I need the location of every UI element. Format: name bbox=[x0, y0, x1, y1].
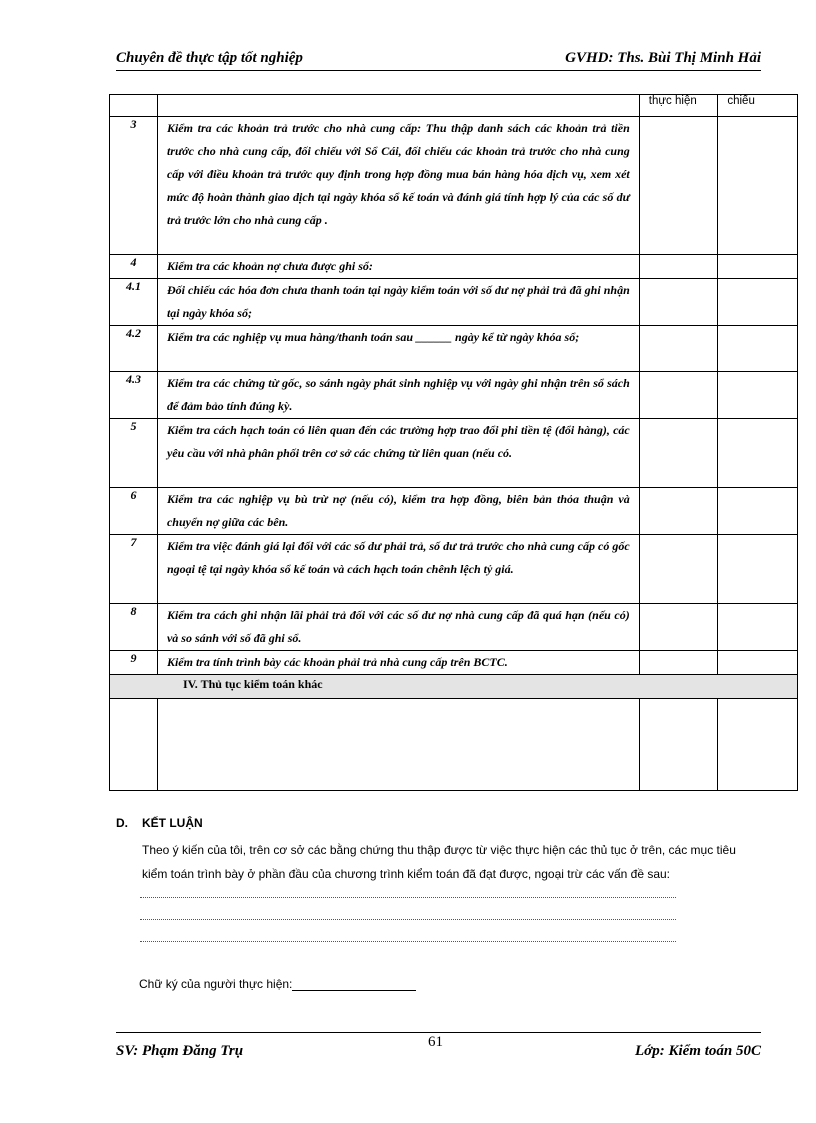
row-number: 4.3 bbox=[110, 372, 158, 419]
row-number: 4.2 bbox=[110, 326, 158, 372]
table-row bbox=[110, 419, 798, 488]
row-number: 3 bbox=[110, 117, 158, 255]
conclusion-paragraph: Theo ý kiến của tôi, trên cơ sở các bằng chứng thu thập được từ việc thực hiện các thủ tục ở trên, các mục tiêu kiểm toán trình bày ở phần đầu của chương trình kiểm toán đã đạt được, ngoại trừ các vấn đề sau: bbox=[142, 843, 736, 881]
reference-cell[interactable] bbox=[718, 488, 798, 535]
reference-cell[interactable] bbox=[718, 279, 798, 326]
row-number: 5 bbox=[110, 419, 158, 488]
section-title: IV. Thủ tục kiểm toán khác bbox=[183, 677, 323, 691]
conclusion-label: D. bbox=[116, 816, 128, 830]
dotted-line[interactable] bbox=[140, 896, 676, 898]
signature-line[interactable] bbox=[292, 978, 416, 991]
performed-cell[interactable] bbox=[639, 651, 718, 675]
table-row bbox=[110, 326, 798, 372]
row-number: 4 bbox=[110, 255, 158, 279]
dotted-line[interactable] bbox=[140, 918, 676, 920]
table-row bbox=[110, 488, 798, 535]
reference-cell[interactable] bbox=[718, 326, 798, 372]
table-row bbox=[110, 535, 798, 604]
reference-cell[interactable] bbox=[718, 117, 798, 255]
performed-cell[interactable] bbox=[639, 279, 718, 326]
row-text: Kiểm tra cách ghi nhận lãi phải trả đối với các số dư nợ nhà cung cấp đã quá hạn (nếu có) và so sánh với số đã ghi sổ. bbox=[157, 604, 639, 651]
row-text: Kiểm tra các chứng từ gốc, so sánh ngày phát sinh nghiệp vụ với ngày ghi nhận trên sổ sách để đảm bảo tính đúng kỳ. bbox=[157, 372, 639, 419]
reference-cell[interactable] bbox=[718, 372, 798, 419]
table-row-empty bbox=[110, 699, 798, 791]
reference-cell[interactable] bbox=[718, 535, 798, 604]
signature-label: Chữ ký của người thực hiện: bbox=[139, 977, 293, 991]
performed-cell[interactable] bbox=[639, 372, 718, 419]
signature-field bbox=[139, 977, 416, 991]
footer-divider bbox=[116, 1032, 761, 1033]
performed-cell[interactable] bbox=[639, 419, 718, 488]
row-text: Kiểm tra các khoản trả trước cho nhà cung cấp: Thu thập danh sách các khoản trả tiền trước cho nhà cung cấp, đối chiếu với Sổ Cái, đối chiếu các khoản trả trước cho nhà cung cấp với điều khoản trả trước quy định trong hợp đồng mua bán hàng hóa dịch vụ, xem xét mức độ hoàn thành giao dịch tại ngày khóa sổ kế toán và đánh giá tính hợp lý của các số dư trả trước lớn cho nhà cung cấp . bbox=[157, 117, 639, 255]
page-number: 61 bbox=[428, 1034, 443, 1050]
row-text: Kiểm tra tính trình bày các khoản phải trả nhà cung cấp trên BCTC. bbox=[157, 651, 639, 675]
col-header-reference: chiếu bbox=[718, 95, 798, 117]
performed-cell[interactable] bbox=[639, 535, 718, 604]
row-number: 4.1 bbox=[110, 279, 158, 326]
row-text: Kiểm tra các nghiệp vụ mua hàng/thanh toán sau ______ ngày kể từ ngày khóa sổ; bbox=[157, 326, 639, 372]
performed-cell[interactable] bbox=[639, 326, 718, 372]
table-row bbox=[110, 604, 798, 651]
row-number: 7 bbox=[110, 535, 158, 604]
row-text: Kiểm tra các khoản nợ chưa được ghi sổ: bbox=[157, 255, 639, 279]
row-number: 9 bbox=[110, 651, 158, 675]
table-row bbox=[110, 255, 798, 279]
row-text: Kiểm tra các nghiệp vụ bù trừ nợ (nếu có), kiểm tra hợp đồng, biên bản thỏa thuận và chuyển nợ giữa các bên. bbox=[157, 488, 639, 535]
footer-class: Lớp: Kiểm toán 50C bbox=[635, 1043, 761, 1059]
row-text: Đối chiếu các hóa đơn chưa thanh toán tại ngày kiểm toán với số dư nợ phải trả đã ghi nhận tại ngày khóa sổ; bbox=[157, 279, 639, 326]
row-text: Kiểm tra cách hạch toán có liên quan đến các trường hợp trao đổi phi tiền tệ (đổi hàng), các yêu cầu với nhà phân phối trên cơ sở các chứng từ liên quan (nếu có. bbox=[157, 419, 639, 488]
performed-cell[interactable] bbox=[639, 117, 718, 255]
footer-student: SV: Phạm Đăng Trụ bbox=[116, 1043, 244, 1059]
row-text: Kiểm tra việc đánh giá lại đối với các số dư phải trả, số dư trả trước cho nhà cung cấp có gốc ngoại tệ tại ngày khóa sổ kế toán và cách hạch toán chênh lệch tỷ giá. bbox=[157, 535, 639, 604]
reference-cell[interactable] bbox=[718, 651, 798, 675]
col-header-performed: thực hiện bbox=[639, 95, 718, 117]
performed-cell[interactable] bbox=[639, 604, 718, 651]
table-row bbox=[110, 117, 798, 255]
reference-cell[interactable] bbox=[718, 419, 798, 488]
row-number: 8 bbox=[110, 604, 158, 651]
row-number: 6 bbox=[110, 488, 158, 535]
performed-cell[interactable] bbox=[639, 255, 718, 279]
audit-procedure-table bbox=[109, 94, 798, 791]
reference-cell[interactable] bbox=[718, 255, 798, 279]
dotted-line[interactable] bbox=[140, 940, 676, 942]
header-title: Chuyên đề thực tập tốt nghiệp bbox=[116, 50, 303, 66]
section-row bbox=[110, 675, 798, 699]
table-row bbox=[110, 372, 798, 419]
reference-cell[interactable] bbox=[718, 604, 798, 651]
table-row bbox=[110, 279, 798, 326]
conclusion-heading bbox=[116, 816, 203, 830]
table-row bbox=[110, 651, 798, 675]
table-header-row bbox=[110, 95, 798, 117]
header-supervisor: GVHD: Ths. Bùi Thị Minh Hải bbox=[565, 50, 761, 66]
conclusion-title: KẾT LUẬN bbox=[142, 816, 203, 830]
performed-cell[interactable] bbox=[639, 488, 718, 535]
page-header bbox=[116, 48, 761, 71]
